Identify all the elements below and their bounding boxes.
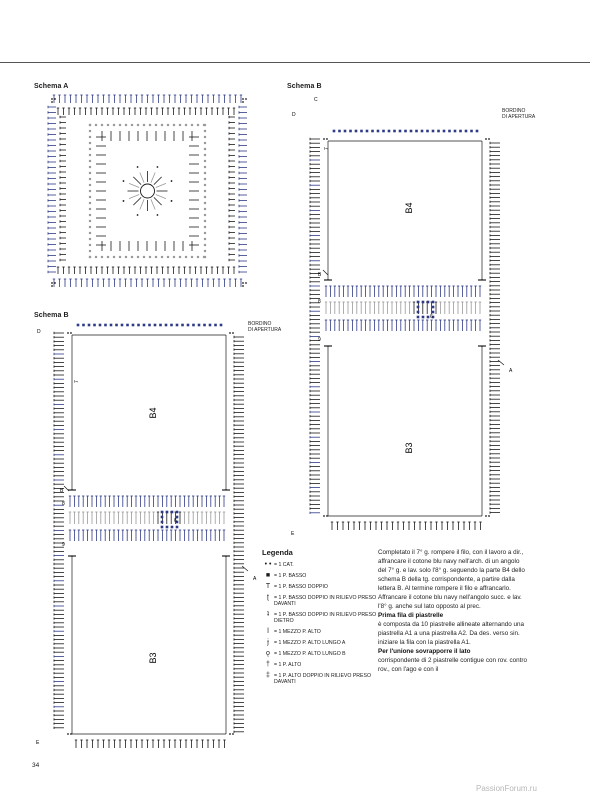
- legend-text: = 1 CAT.: [274, 562, 294, 568]
- legend-symbol-icon: • •: [264, 561, 272, 568]
- mark-b-top: B: [318, 272, 322, 278]
- legend-symbol-icon: ǀ: [267, 628, 269, 635]
- legend-item: [262, 573, 377, 579]
- paragraph-3: corrispondente di 2 piastrelle contigue con rov. contro rov., con l'ago e con il: [378, 657, 527, 673]
- mark-e-bottom: E: [36, 740, 40, 746]
- legend-item: [262, 629, 377, 635]
- mark-e-top: E: [291, 531, 295, 537]
- legend: [262, 548, 377, 690]
- legend-text: = 1 MEZZO P. ALTO LUNGO B: [274, 651, 346, 657]
- schema-b-bottom-diagram: [54, 324, 248, 748]
- schema-b-top-title: Schema B: [287, 83, 322, 90]
- row-8-top: 8: [318, 299, 321, 305]
- b3-label-bottom: B3: [148, 652, 158, 664]
- mark-a-top: A: [509, 368, 513, 374]
- schema-a-title: Schema A: [34, 83, 69, 90]
- row-9-bottom: 9: [62, 542, 65, 548]
- legend-symbol-icon: ‡: [266, 672, 270, 679]
- page-number: 34: [32, 762, 40, 769]
- legend-item: [262, 651, 377, 657]
- bordino-label-bottom: BORDINO DI APERTURA: [248, 321, 282, 333]
- legend-item: [262, 595, 377, 607]
- legend-text: = 1 P. BASSO DOPPIO IN RILIEVO PRESO DAVANTI: [274, 595, 377, 607]
- mark-c-top: C: [314, 97, 318, 103]
- legend-symbol-icon: ʈ: [267, 594, 269, 601]
- legend-item: [262, 640, 377, 646]
- schema-b-top-diagram: [310, 130, 504, 530]
- legend-symbol-icon: ǫ: [266, 650, 270, 657]
- heading-unione: Per l'unione sovrapporre il lato: [378, 648, 471, 655]
- legend-item: [262, 612, 377, 624]
- legend-text: = 1 P. BASSO DOPPIO IN RILIEVO PRESO DIETRO: [274, 612, 377, 624]
- schema-b-bottom-title: Schema B: [34, 312, 69, 319]
- legend-symbol-icon: ɉ: [267, 639, 269, 646]
- legend-symbol-icon: ʇ: [267, 611, 269, 618]
- row-9-top: 9: [318, 337, 321, 343]
- row-7-top: 7: [324, 147, 330, 150]
- schema-a-diagram: [48, 95, 247, 287]
- row-6-bottom: 6: [174, 518, 177, 524]
- legend-symbol-icon: ■: [265, 572, 271, 579]
- heading-prima-fila: Prima fila di piastrelle: [378, 612, 444, 619]
- legend-item: [262, 562, 377, 568]
- paragraph-1: Completato il 7° g. rompere il filo, con il lavoro a dir., affrancare il cotone blu navy nell'arch. di un angolo del 7° g. e lav. solo l'8° g. seguendo la parte B4 dello schema B della tg. corrispondente, a partire dalla lettera B. Al termine rompere il filo e affrancarlo. Affrancare il cotone blu navy nell'angolo succ. e lav. l'8° g. anche sul lato opposto al prec.: [378, 549, 525, 610]
- legend-item: [262, 584, 377, 590]
- mark-d-top: D: [292, 112, 296, 118]
- legend-text: = 1 P. ALTO DOPPIO IN RILIEVO PRESO DAVANTI: [274, 673, 372, 685]
- legend-item: [262, 673, 377, 685]
- instructions-text: [378, 548, 528, 674]
- watermark: PassionForum.ru: [476, 784, 537, 793]
- b4-label-bottom: B4: [148, 407, 158, 419]
- paragraph-2: è composta da 10 piastrelle allineate alternando una piastrella A1 a una piastrella A2. Da des. verso sin. iniziare la fila con la piastrella A1.: [378, 621, 524, 646]
- legend-text: = 1 P. BASSO DOPPIO: [274, 584, 328, 590]
- row-6-top: 6: [430, 314, 433, 320]
- b4-label-top: B4: [404, 202, 414, 214]
- mark-b-bottom: B: [60, 488, 64, 494]
- mark-a-bottom: A: [253, 576, 257, 582]
- legend-text: = 1 P. ALTO: [274, 662, 302, 668]
- mark-d-bottom: D: [37, 329, 41, 335]
- legend-title: Legenda: [262, 548, 293, 557]
- row-7-bottom: 7: [74, 380, 80, 383]
- legend-text: = 1 MEZZO P. ALTO LUNGO A: [274, 640, 346, 646]
- legend-text: = 1 P. BASSO: [274, 573, 307, 579]
- legend-symbol-icon: †: [266, 661, 270, 668]
- row-8-bottom: 8: [62, 501, 65, 507]
- bordino-label-top: BORDINO DI APERTURA: [502, 108, 536, 120]
- legend-text: = 1 MEZZO P. ALTO: [274, 629, 321, 635]
- legend-symbol-icon: T: [265, 583, 271, 590]
- legend-item: [262, 662, 377, 668]
- b3-label-top: B3: [404, 442, 414, 454]
